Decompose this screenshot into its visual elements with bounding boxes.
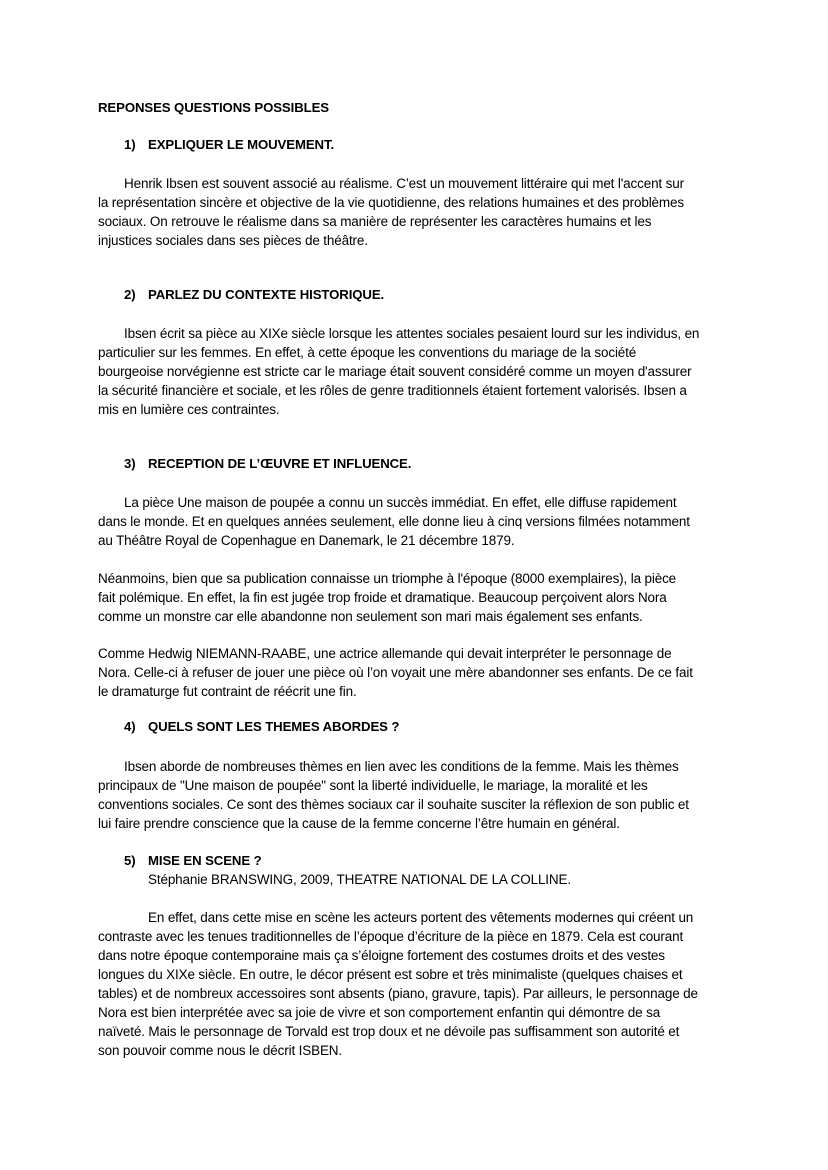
- paragraph: [98, 644, 738, 701]
- paragraph: [98, 324, 738, 419]
- paragraph: [98, 174, 738, 250]
- production-credit: Stéphanie BRANSWING, 2009, THEATRE NATIONAL DE LA COLLINE.: [148, 872, 571, 887]
- paragraph-line: Ibsen aborde de nombreuses thèmes en lien avec les conditions de la femme. Mais les thèmes: [124, 759, 679, 774]
- section-number: 1): [124, 137, 136, 152]
- section-heading-text: RECEPTION DE L’ŒUVRE ET INFLUENCE.: [148, 456, 412, 471]
- paragraph-line: injustices sociales dans ses pièces de théâtre.: [98, 233, 368, 248]
- section-heading: [124, 456, 411, 471]
- section-heading: [124, 287, 384, 302]
- section-heading-text: MISE EN SCENE ?: [148, 853, 262, 868]
- paragraph-line: dans notre époque contemporaine mais ça s’éloigne fortement des costumes droits et des vestes: [98, 948, 665, 963]
- section-number: 3): [124, 456, 136, 471]
- paragraph-line: contraste avec les tenues traditionnelles de l’époque d’écriture de la pièce en 1879. Cela est courant: [98, 929, 684, 944]
- paragraph-line: son pouvoir comme nous le décrit ISBEN.: [98, 1043, 343, 1058]
- paragraph-line: sociaux. On retrouve le réalisme dans sa manière de représenter les caractères humains et les: [98, 214, 652, 229]
- paragraph-line: La pièce Une maison de poupée a connu un succès immédiat. En effet, elle diffuse rapidement: [124, 495, 677, 510]
- paragraph-line: la représentation sincère et objective de la vie quotidienne, des relations humaines et des problèmes: [98, 195, 684, 210]
- section-number: 2): [124, 287, 136, 302]
- paragraph: [98, 569, 738, 626]
- paragraph-line: lui faire prendre conscience que la cause de la femme concerne l’être humain en général.: [98, 816, 620, 831]
- section-heading-text: EXPLIQUER LE MOUVEMENT.: [148, 137, 335, 152]
- section-heading-text: QUELS SONT LES THEMES ABORDES ?: [148, 719, 400, 734]
- paragraph-line: fait polémique. En effet, la fin est jugée trop froide et dramatique. Beaucoup perçoivent alors Nora: [98, 590, 667, 605]
- paragraph-line: particulier sur les femmes. En effet, à cette époque les conventions du mariage de la société: [98, 345, 637, 360]
- document-title: REPONSES QUESTIONS POSSIBLES: [98, 100, 329, 115]
- paragraph-line: au Théâtre Royal de Copenhague en Danemark, le 21 décembre 1879.: [98, 533, 515, 548]
- paragraph-line: Comme Hedwig NIEMANN-RAABE, une actrice allemande qui devait interpréter le personnage de: [98, 646, 672, 661]
- paragraph-line: Néanmoins, bien que sa publication connaisse un triomphe à l'époque (8000 exemplaires), la pièce: [98, 571, 677, 586]
- paragraph: [98, 757, 738, 833]
- paragraph: [98, 493, 738, 550]
- section-number: 4): [124, 719, 136, 734]
- paragraph-line: Ibsen écrit sa pièce au XIXe siècle lorsque les attentes sociales pesaient lourd sur les individus, en: [124, 326, 700, 341]
- paragraph-line: principaux de "Une maison de poupée" sont la liberté individuelle, le mariage, la moralité et les: [98, 778, 648, 793]
- section-number: 5): [124, 853, 136, 868]
- paragraph-line: le dramaturge fut contraint de réécrit une fin.: [98, 684, 357, 699]
- paragraph-line: tables) et de nombreux accessoires sont absents (piano, gravure, tapis). Par ailleurs, le personnage de: [98, 986, 698, 1001]
- paragraph-line: En effet, dans cette mise en scène les acteurs portent des vêtements modernes qui créent un: [148, 910, 694, 925]
- paragraph-line: dans le monde. Et en quelques années seulement, elle donne lieu à cinq versions filmées notamment: [98, 514, 690, 529]
- section-heading-text: PARLEZ DU CONTEXTE HISTORIQUE.: [148, 287, 385, 302]
- paragraph-line: longues du XIXe siècle. En outre, le décor présent est sobre et très minimaliste (quelques chaises et: [98, 967, 683, 982]
- paragraph-line: comme un monstre car elle abandonne non seulement son mari mais également ses enfants.: [98, 609, 643, 624]
- section-heading: [124, 853, 262, 868]
- paragraph-line: naïveté. Mais le personnage de Torvald est trop doux et ne dévoile pas suffisamment son autorité et: [98, 1024, 680, 1039]
- paragraph-line: Nora. Celle-ci à refuser de jouer une pièce où l’on voyait une mère abandonner ses enfants. De ce fait: [98, 665, 693, 680]
- paragraph-line: conventions sociales. Ce sont des thèmes sociaux car il souhaite susciter la réflexion de son public et: [98, 797, 689, 812]
- paragraph-line: mis en lumière ces contraintes.: [98, 402, 280, 417]
- section-heading: [124, 137, 334, 152]
- paragraph-line: Nora est bien interprétée avec sa joie de vivre et son comportement enfantin qui démontre de sa: [98, 1005, 661, 1020]
- paragraph-line: Henrik Ibsen est souvent associé au réalisme. C’est un mouvement littéraire qui met l'accent sur: [124, 176, 684, 191]
- section-heading: [124, 719, 399, 734]
- paragraph: [98, 908, 738, 1060]
- paragraph-line: bourgeoise norvégienne est stricte car le mariage était souvent considéré comme un moyen d'assurer: [98, 364, 692, 379]
- paragraph-line: la sécurité financière et sociale, et les rôles de genre traditionnels étaient fortement valorisés. Ibsen a: [98, 383, 687, 398]
